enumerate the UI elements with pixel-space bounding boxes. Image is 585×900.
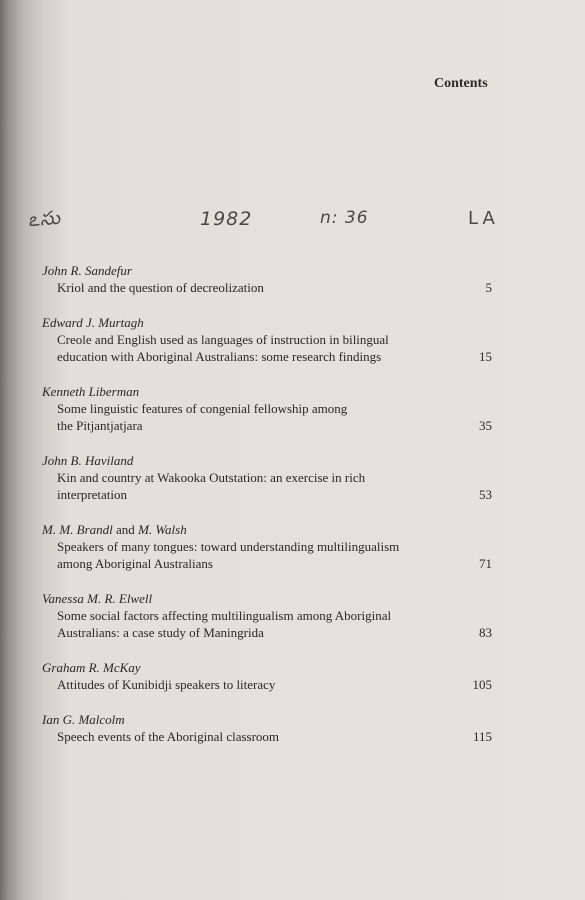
toc-entry <box>42 590 492 641</box>
entry-page-number: 83 <box>479 625 492 640</box>
entry-title <box>57 676 492 693</box>
entry-author: Vanessa M. R. Elwell <box>42 591 153 606</box>
entry-page-number: 71 <box>479 556 492 571</box>
entry-title-line: Some linguistic features of congenial fellowship among <box>57 401 348 416</box>
entry-title <box>57 331 492 365</box>
entry-page-number: 15 <box>479 349 492 364</box>
entry-title-line: among Aboriginal Australians <box>57 556 213 571</box>
entry-title-line: interpretation <box>57 487 128 502</box>
entry-title-line: Attitudes of Kunibidji speakers to literacy <box>57 677 276 692</box>
entry-author: John B. Haviland <box>42 453 134 468</box>
entry-page-number: 5 <box>485 280 492 295</box>
entry-title <box>57 538 492 572</box>
entry-page-number: 53 <box>479 487 492 502</box>
entry-title <box>57 279 492 296</box>
page-title: Contents <box>434 76 488 91</box>
toc-entry <box>42 452 492 503</box>
entry-page-number: 105 <box>472 677 492 692</box>
entry-title-line: Kriol and the question of decreolization <box>57 280 264 295</box>
entry-author: Kenneth Liberman <box>42 384 140 399</box>
entry-author: John R. Sandefur <box>42 263 132 278</box>
entry-title <box>57 607 492 641</box>
entry-title-line: Kin and country at Wakooka Outstation: an exercise in rich <box>57 470 366 485</box>
entry-author: Graham R. McKay <box>42 660 141 675</box>
entry-title-line: Australians: a case study of Maningrida <box>57 625 264 640</box>
entry-author <box>42 521 492 538</box>
toc-entry <box>42 262 492 296</box>
author-name: M. M. Brandl <box>42 522 113 537</box>
handwritten-number: n: 36 <box>320 208 369 228</box>
entry-title-line: Speakers of many tongues: toward understanding multilingualism <box>57 539 400 554</box>
toc-entry <box>42 383 492 434</box>
entry-author: Ian G. Malcolm <box>42 712 125 727</box>
entry-title-line: Speech events of the Aboriginal classroom <box>57 729 280 744</box>
toc-entry <box>42 521 492 572</box>
entry-author: Edward J. Murtagh <box>42 315 144 330</box>
entry-title <box>57 469 492 503</box>
table-of-contents <box>42 262 492 745</box>
toc-entry <box>42 314 492 365</box>
entry-page-number: 35 <box>479 418 492 433</box>
entry-title-line: Creole and English used as languages of instruction in bilingual <box>57 332 389 347</box>
handwritten-year: 1982 <box>200 208 253 230</box>
entry-page-number: 115 <box>472 729 492 744</box>
entry-title-line: the Pitjantjatjara <box>57 418 143 433</box>
entry-title <box>57 400 492 434</box>
toc-entry <box>42 711 492 745</box>
toc-entry <box>42 659 492 693</box>
handwritten-mark: ఽసు <box>26 206 62 232</box>
handwritten-code: LA <box>468 208 499 229</box>
entry-title <box>57 728 492 745</box>
entry-title-line: Some social factors affecting multilingualism among Aboriginal <box>57 608 392 623</box>
author-conjunction: and <box>112 522 139 537</box>
author-name: M. Walsh <box>138 522 187 537</box>
entry-title-line: education with Aboriginal Australians: some research findings <box>57 349 382 364</box>
